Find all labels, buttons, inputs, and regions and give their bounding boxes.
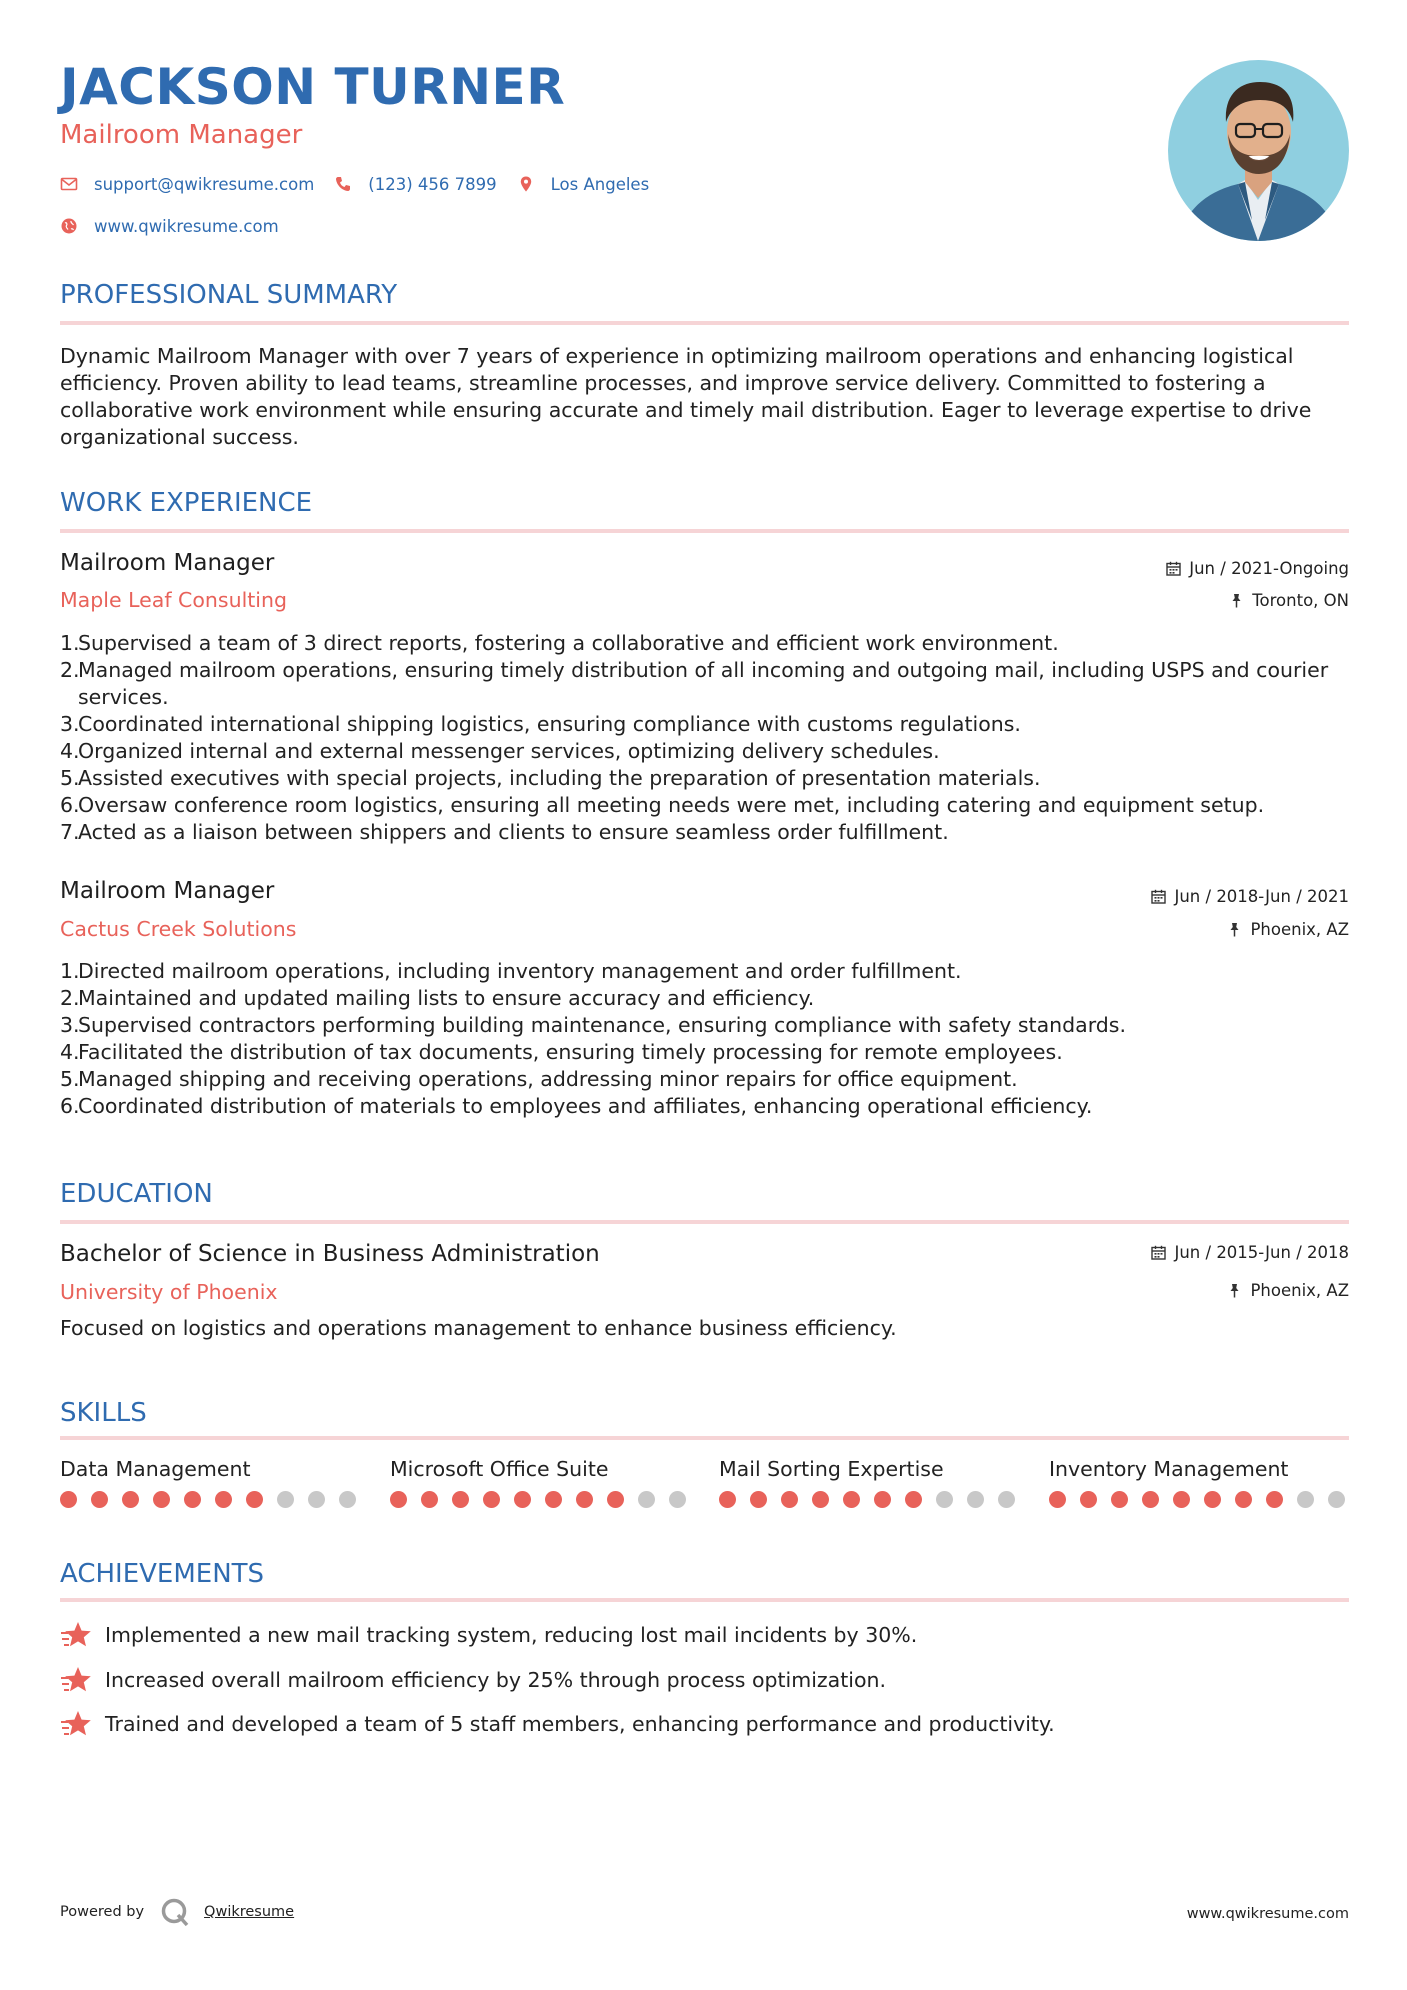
skill-dot-filled bbox=[60, 1491, 77, 1508]
map-pin-icon bbox=[517, 175, 535, 193]
skill-dot-filled bbox=[576, 1491, 593, 1508]
skill-dot-empty bbox=[638, 1491, 655, 1508]
qwikresume-logo-icon bbox=[160, 1897, 190, 1927]
job-bullets bbox=[60, 630, 1360, 846]
skill-dot-filled bbox=[153, 1491, 170, 1508]
job-bullet: 3. Supervised contractors performing building maintenance, ensuring compliance with safety standards. bbox=[60, 1013, 1127, 1037]
star-icon bbox=[60, 1665, 92, 1695]
achievement-item bbox=[60, 1665, 886, 1695]
achievement-item bbox=[60, 1620, 917, 1650]
calendar-icon bbox=[1166, 561, 1181, 576]
section-divider bbox=[60, 1220, 1349, 1224]
skill-item bbox=[1049, 1457, 1288, 1484]
website-row bbox=[60, 214, 299, 238]
education-school: University of Phoenix bbox=[60, 1280, 278, 1304]
skill-dot-filled bbox=[122, 1491, 139, 1508]
education-location bbox=[1227, 1281, 1349, 1300]
skill-dot-empty bbox=[967, 1491, 984, 1508]
section-title-achievements: ACHIEVEMENTS bbox=[60, 1559, 265, 1589]
skill-name: Microsoft Office Suite bbox=[390, 1457, 609, 1481]
summary-text: Dynamic Mailroom Manager with over 7 years of experience in optimizing mailroom operations and enhancing logistical efficiency. Proven ability to lead teams, streamline processes, and improve service delivery. Committed to fostering a collaborative work environment while ensuring accurate and timely mail distribution. Eager to leverage expertise to drive organizational success. bbox=[60, 344, 1312, 449]
job-bullet: 1. Supervised a team of 3 direct reports, fostering a collaborative and efficient work environment. bbox=[60, 631, 1059, 655]
job-bullet: 6. Oversaw conference room logistics, ensuring all meeting needs were met, including catering and equipment setup. bbox=[60, 793, 1265, 817]
skill-dot-filled bbox=[812, 1491, 829, 1508]
job-bullet: 6. Coordinated distribution of materials to employees and affiliates, enhancing operational efficiency. bbox=[60, 1094, 1093, 1118]
skill-item bbox=[60, 1457, 251, 1484]
section-title-summary: PROFESSIONAL SUMMARY bbox=[60, 280, 398, 310]
job-date-text: Jun / 2018-Jun / 2021 bbox=[1174, 887, 1349, 906]
achievement-item bbox=[60, 1709, 1055, 1739]
skill-dot-filled bbox=[1142, 1491, 1159, 1508]
job-bullet: 2. Managed mailroom operations, ensuring timely distribution of all incoming and outgoing mail, including USPS and courier services. bbox=[60, 658, 1329, 709]
skill-dot-filled bbox=[874, 1491, 891, 1508]
skill-dot-filled bbox=[1049, 1491, 1066, 1508]
skill-item bbox=[719, 1457, 944, 1484]
education-location-text: Phoenix, AZ bbox=[1250, 1281, 1349, 1300]
skill-dot-filled bbox=[1111, 1491, 1128, 1508]
achievement-text: Implemented a new mail tracking system, reducing lost mail incidents by 30%. bbox=[105, 1623, 918, 1647]
skill-dot-filled bbox=[1235, 1491, 1252, 1508]
job-bullets bbox=[60, 958, 1360, 1120]
skill-dot-filled bbox=[215, 1491, 232, 1508]
education-date-text: Jun / 2015-Jun / 2018 bbox=[1174, 1243, 1349, 1262]
education-date bbox=[1151, 1243, 1349, 1262]
skill-dot-filled bbox=[184, 1491, 201, 1508]
section-title-skills: SKILLS bbox=[60, 1398, 147, 1428]
skill-name: Mail Sorting Expertise bbox=[719, 1457, 944, 1481]
calendar-icon bbox=[1151, 889, 1166, 904]
star-icon bbox=[60, 1620, 92, 1650]
powered-by-label: Powered by bbox=[60, 1904, 145, 1920]
skill-item bbox=[390, 1457, 609, 1484]
candidate-role: Mailroom Manager bbox=[60, 120, 303, 150]
skill-dot-empty bbox=[936, 1491, 953, 1508]
envelope-icon bbox=[60, 175, 78, 193]
job-company: Maple Leaf Consulting bbox=[60, 588, 288, 612]
skill-dot-empty bbox=[277, 1491, 294, 1508]
job-location bbox=[1227, 920, 1349, 939]
skill-dot-empty bbox=[339, 1491, 356, 1508]
skill-dot-filled bbox=[390, 1491, 407, 1508]
pushpin-icon bbox=[1227, 922, 1242, 937]
job-bullet: 5. Assisted executives with special projects, including the preparation of presentation materials. bbox=[60, 766, 1041, 790]
footer-powered-by bbox=[60, 1897, 294, 1927]
achievement-text: Increased overall mailroom efficiency by 25% through process optimization. bbox=[105, 1668, 887, 1692]
skill-dot-filled bbox=[452, 1491, 469, 1508]
skill-dot-filled bbox=[1080, 1491, 1097, 1508]
skill-dot-filled bbox=[607, 1491, 624, 1508]
skill-dot-empty bbox=[1328, 1491, 1345, 1508]
skill-dot-filled bbox=[483, 1491, 500, 1508]
skill-dot-filled bbox=[514, 1491, 531, 1508]
section-divider bbox=[60, 1436, 1349, 1440]
pushpin-icon bbox=[1229, 593, 1244, 608]
section-divider bbox=[60, 321, 1349, 325]
skill-dot-filled bbox=[750, 1491, 767, 1508]
skill-dot-filled bbox=[1173, 1491, 1190, 1508]
pushpin-icon bbox=[1227, 1283, 1242, 1298]
job-date-text: Jun / 2021-Ongoing bbox=[1189, 559, 1349, 578]
contact-row bbox=[60, 172, 669, 196]
skill-dot-filled bbox=[905, 1491, 922, 1508]
contact-phone[interactable]: (123) 456 7899 bbox=[368, 174, 497, 194]
skill-dot-filled bbox=[1204, 1491, 1221, 1508]
job-date bbox=[1151, 887, 1349, 906]
globe-icon bbox=[60, 217, 78, 235]
job-bullet: 2. Maintained and updated mailing lists to ensure accuracy and efficiency. bbox=[60, 986, 815, 1010]
job-bullet: 3. Coordinated international shipping logistics, ensuring compliance with customs regulations. bbox=[60, 712, 1021, 736]
job-bullet: 7. Acted as a liaison between shippers and clients to ensure seamless order fulfillment. bbox=[60, 820, 949, 844]
section-title-experience: WORK EXPERIENCE bbox=[60, 488, 313, 518]
contact-website[interactable]: www.qwikresume.com bbox=[94, 216, 279, 236]
job-date bbox=[1166, 559, 1349, 578]
contact-email[interactable]: support@qwikresume.com bbox=[94, 174, 315, 194]
job-company: Cactus Creek Solutions bbox=[60, 917, 297, 941]
skill-dot-filled bbox=[421, 1491, 438, 1508]
skill-dot-filled bbox=[545, 1491, 562, 1508]
job-bullet: 1. Directed mailroom operations, including inventory management and order fulfillment. bbox=[60, 959, 962, 983]
job-bullet: 4. Facilitated the distribution of tax documents, ensuring timely processing for remote employees. bbox=[60, 1040, 1063, 1064]
qwikresume-link[interactable]: Qwikresume bbox=[204, 1904, 295, 1920]
education-description: Focused on logistics and operations management to enhance business efficiency. bbox=[60, 1316, 897, 1340]
section-divider bbox=[60, 529, 1349, 533]
skill-dot-empty bbox=[998, 1491, 1015, 1508]
achievement-text: Trained and developed a team of 5 staff members, enhancing performance and productivity. bbox=[105, 1712, 1055, 1736]
skill-name: Data Management bbox=[60, 1457, 251, 1481]
calendar-icon bbox=[1151, 1245, 1166, 1260]
job-title: Mailroom Manager bbox=[60, 878, 275, 904]
skill-dot-empty bbox=[669, 1491, 686, 1508]
footer-url[interactable]: www.qwikresume.com bbox=[1186, 1906, 1349, 1922]
job-bullet: 4. Organized internal and external messenger services, optimizing delivery schedules. bbox=[60, 739, 940, 763]
skill-dot-filled bbox=[91, 1491, 108, 1508]
job-bullet: 5. Managed shipping and receiving operations, addressing minor repairs for office equipment. bbox=[60, 1067, 1018, 1091]
star-icon bbox=[60, 1709, 92, 1739]
skill-dot-filled bbox=[781, 1491, 798, 1508]
job-location-text: Toronto, ON bbox=[1252, 591, 1349, 610]
section-divider bbox=[60, 1598, 1349, 1602]
contact-location: Los Angeles bbox=[550, 174, 650, 194]
skill-dot-filled bbox=[1266, 1491, 1283, 1508]
section-title-education: EDUCATION bbox=[60, 1179, 213, 1209]
skill-dot-empty bbox=[308, 1491, 325, 1508]
skill-name: Inventory Management bbox=[1049, 1457, 1289, 1481]
job-title: Mailroom Manager bbox=[60, 550, 275, 576]
skill-dot-filled bbox=[246, 1491, 263, 1508]
job-location bbox=[1229, 591, 1349, 610]
candidate-name: JACKSON TURNER bbox=[60, 58, 566, 116]
job-location-text: Phoenix, AZ bbox=[1250, 920, 1349, 939]
profile-photo bbox=[1168, 60, 1349, 241]
skill-dot-filled bbox=[843, 1491, 860, 1508]
phone-icon bbox=[334, 175, 352, 193]
skill-dot-filled bbox=[719, 1491, 736, 1508]
education-degree: Bachelor of Science in Business Administration bbox=[60, 1241, 600, 1267]
skill-dot-empty bbox=[1297, 1491, 1314, 1508]
